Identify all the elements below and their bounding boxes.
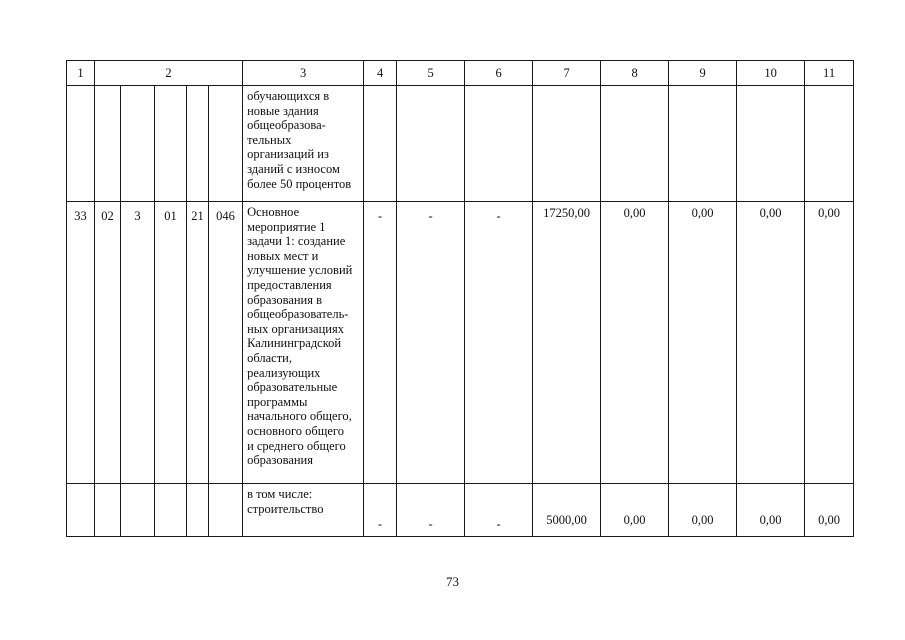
cell-empty — [533, 86, 601, 202]
header-col-5: 5 — [397, 61, 465, 86]
description-text: обучающихся в новые здания общеобразова- тельных организаций из зданий с износом более 50 процентов — [247, 89, 352, 191]
cell-empty — [67, 86, 95, 202]
table-row — [67, 86, 854, 202]
cell-empty — [209, 86, 243, 202]
row-description — [243, 86, 364, 202]
cell-empty — [187, 86, 209, 202]
header-col-11: 11 — [805, 61, 854, 86]
value-col-11: 0,00 — [805, 484, 854, 537]
cell-empty — [95, 86, 121, 202]
cell-empty — [155, 86, 187, 202]
header-col-6: 6 — [465, 61, 533, 86]
table-header-row — [67, 61, 854, 86]
value-col-6: - — [465, 484, 533, 537]
cell-empty — [737, 86, 805, 202]
cell-empty — [187, 484, 209, 537]
description-text: в том числе: строительство — [247, 487, 324, 516]
cell-empty — [121, 484, 155, 537]
page-number: 73 — [446, 574, 459, 589]
code-cell: 02 — [95, 202, 121, 484]
table-row — [67, 202, 854, 484]
cell-empty — [209, 484, 243, 537]
value-col-7: 17250,00 — [533, 202, 601, 484]
header-col-7: 7 — [533, 61, 601, 86]
value-col-4: - — [364, 484, 397, 537]
value-col-5: - — [397, 484, 465, 537]
header-col-8: 8 — [601, 61, 669, 86]
header-col-2: 2 — [95, 61, 243, 86]
value-col-6: - — [465, 202, 533, 484]
cell-empty — [397, 86, 465, 202]
code-cell: 046 — [209, 202, 243, 484]
header-col-10: 10 — [737, 61, 805, 86]
value-col-11: 0,00 — [805, 202, 854, 484]
cell-empty — [95, 484, 121, 537]
cell-empty — [465, 86, 533, 202]
cell-empty — [364, 86, 397, 202]
cell-empty — [805, 86, 854, 202]
code-cell: 33 — [67, 202, 95, 484]
value-col-9: 0,00 — [669, 202, 737, 484]
cell-empty — [67, 484, 95, 537]
value-col-10: 0,00 — [737, 202, 805, 484]
value-col-8: 0,00 — [601, 202, 669, 484]
header-col-3: 3 — [243, 61, 364, 86]
description-text: Основное мероприятие 1 задачи 1: создание новых мест и улучшение условий предоставления образования в общеобразователь- ных организациях Калининградской области, реализующих образовательные программы начального общего, основного общего и среднего общего образования — [247, 205, 353, 468]
value-col-5: - — [397, 202, 465, 484]
row-description — [243, 202, 364, 484]
cell-empty — [601, 86, 669, 202]
value-col-7: 5000,00 — [533, 484, 601, 537]
value-col-4: - — [364, 202, 397, 484]
header-col-4: 4 — [364, 61, 397, 86]
code-cell: 3 — [121, 202, 155, 484]
row-description — [243, 484, 364, 537]
value-col-8: 0,00 — [601, 484, 669, 537]
cell-empty — [155, 484, 187, 537]
code-cell: 21 — [187, 202, 209, 484]
value-col-10: 0,00 — [737, 484, 805, 537]
value-col-9: 0,00 — [669, 484, 737, 537]
code-cell: 01 — [155, 202, 187, 484]
table-row — [67, 484, 854, 537]
cell-empty — [669, 86, 737, 202]
header-col-1: 1 — [67, 61, 95, 86]
budget-table — [66, 60, 854, 537]
header-col-9: 9 — [669, 61, 737, 86]
cell-empty — [121, 86, 155, 202]
